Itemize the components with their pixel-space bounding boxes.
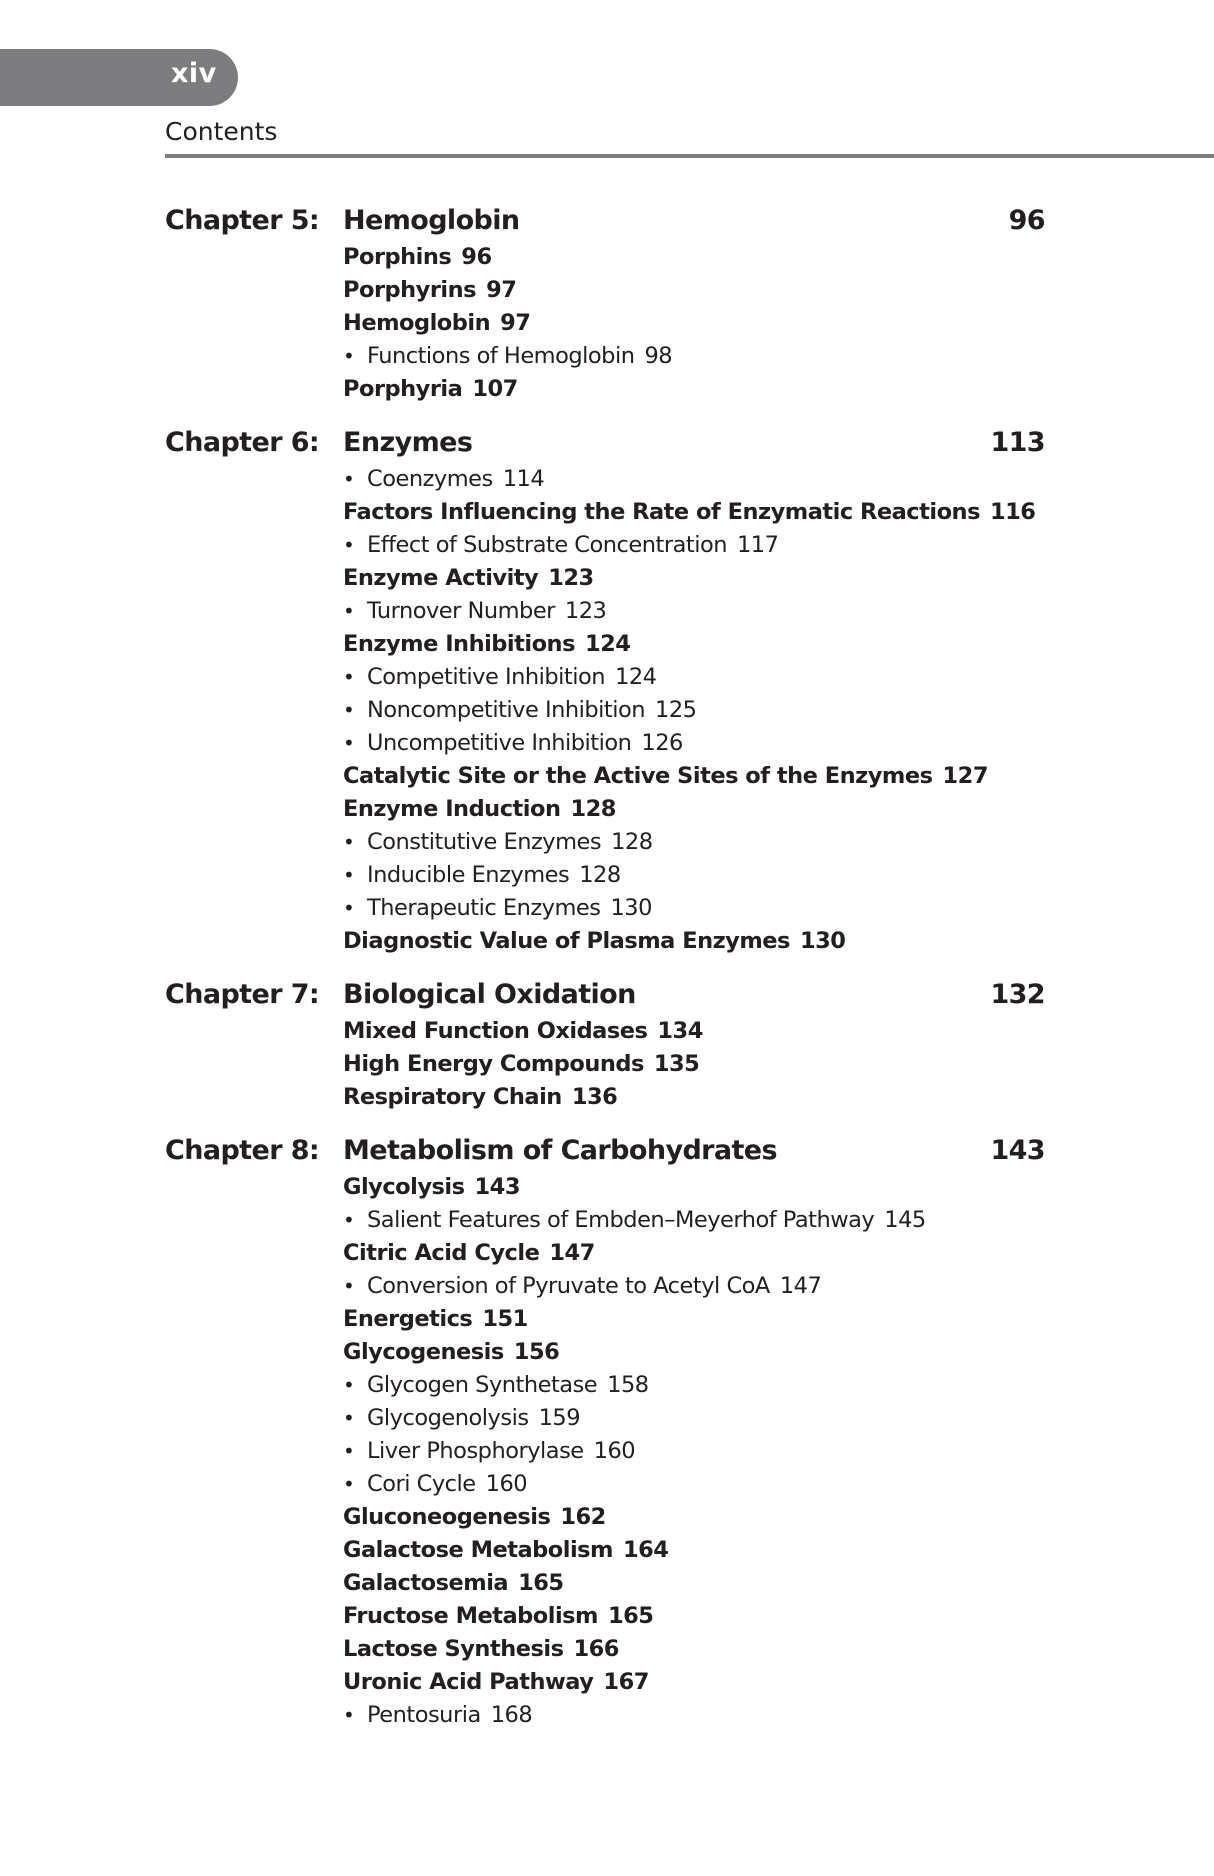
header-rule <box>165 154 1214 158</box>
entry-page-number: 165 <box>608 1603 654 1629</box>
entry-page-number: 127 <box>942 763 988 789</box>
toc-chapter <box>165 974 1045 1114</box>
table-of-contents <box>165 200 1045 1748</box>
entry-page-number: 130 <box>610 895 652 921</box>
toc-chapter <box>165 200 1045 406</box>
toc-section-entry[interactable] <box>343 1534 1045 1567</box>
chapter-entries <box>343 463 1045 958</box>
entry-title: Fructose Metabolism <box>343 1603 598 1629</box>
chapter-entries <box>343 1171 1045 1732</box>
toc-subentry[interactable] <box>343 529 1045 562</box>
entry-page-number: 126 <box>641 730 683 756</box>
entry-title: Gluconeogenesis <box>343 1504 551 1530</box>
entry-title: Inducible Enzymes <box>367 862 570 888</box>
chapter-entries <box>343 1015 1045 1114</box>
entry-title: Liver Phosphorylase <box>367 1438 584 1464</box>
toc-subentry[interactable] <box>343 1435 1045 1468</box>
bullet-icon: • <box>343 731 355 755</box>
entry-title: Cori Cycle <box>367 1471 476 1497</box>
entry-title: Pentosuria <box>367 1702 481 1728</box>
bullet-icon: • <box>343 698 355 722</box>
toc-chapter <box>165 422 1045 958</box>
toc-section-entry[interactable] <box>343 793 1045 826</box>
entry-title: Lactose Synthesis <box>343 1636 564 1662</box>
chapter-heading[interactable] <box>165 422 1045 463</box>
entry-title: Glycogen Synthetase <box>367 1372 598 1398</box>
entry-page-number: 128 <box>579 862 621 888</box>
entry-page-number: 160 <box>593 1438 636 1464</box>
entry-title: Porphyria <box>343 376 463 402</box>
entry-page-number: 164 <box>623 1537 669 1563</box>
bullet-icon: • <box>343 1208 355 1232</box>
entry-title: Galactosemia <box>343 1570 509 1596</box>
toc-section-entry[interactable] <box>343 760 1045 793</box>
toc-subentry[interactable] <box>343 1402 1045 1435</box>
toc-chapter <box>165 1130 1045 1732</box>
toc-section-entry[interactable] <box>343 1303 1045 1336</box>
bullet-icon: • <box>343 1373 355 1397</box>
chapter-title: Biological Oxidation <box>343 979 636 1010</box>
toc-subentry[interactable] <box>343 1204 1045 1237</box>
entry-title: Constitutive Enzymes <box>367 829 602 855</box>
entry-page-number: 107 <box>472 376 518 402</box>
entry-title: Uncompetitive Inhibition <box>367 730 632 756</box>
toc-section-entry[interactable] <box>343 1171 1045 1204</box>
entry-title: Citric Acid Cycle <box>343 1240 540 1266</box>
entry-page-number: 162 <box>560 1504 606 1530</box>
entry-title: Porphins <box>343 244 452 270</box>
entry-title: Conversion of Pyruvate to Acetyl CoA <box>367 1273 770 1299</box>
entry-page-number: 151 <box>482 1306 528 1332</box>
entry-page-number: 134 <box>657 1018 703 1044</box>
entry-page-number: 97 <box>500 310 531 336</box>
toc-subentry[interactable] <box>343 694 1045 727</box>
entry-page-number: 124 <box>584 631 631 657</box>
entry-page-number: 117 <box>736 532 779 558</box>
entry-page-number: 147 <box>549 1240 595 1266</box>
entry-title: Noncompetitive Inhibition <box>367 697 646 723</box>
entry-page-number: 98 <box>644 343 673 369</box>
entry-title: Enzyme Activity <box>343 565 539 591</box>
entry-page-number: 116 <box>989 499 1036 525</box>
toc-section-entry[interactable] <box>343 373 1045 406</box>
chapter-page-number: 113 <box>990 427 1045 458</box>
entry-page-number: 145 <box>884 1207 926 1233</box>
entry-title: Diagnostic Value of Plasma Enzymes <box>343 928 790 954</box>
chapter-title: Hemoglobin <box>343 205 520 236</box>
entry-page-number: 96 <box>461 244 492 270</box>
chapter-page-number: 132 <box>990 979 1045 1010</box>
chapter-page-number: 143 <box>990 1135 1045 1166</box>
entry-title: Hemoglobin <box>343 310 491 336</box>
bullet-icon: • <box>343 896 355 920</box>
entry-page-number: 135 <box>653 1051 700 1077</box>
chapter-title: Enzymes <box>343 427 473 458</box>
toc-section-entry[interactable] <box>343 1567 1045 1600</box>
chapter-page-number: 96 <box>1008 205 1045 236</box>
chapter-entries <box>343 241 1045 406</box>
bullet-icon: • <box>343 1274 355 1298</box>
bullet-icon: • <box>343 533 355 557</box>
entry-title: Competitive Inhibition <box>367 664 606 690</box>
bullet-icon: • <box>343 599 355 623</box>
entry-title: Uronic Acid Pathway <box>343 1669 594 1695</box>
entry-page-number: 130 <box>799 928 846 954</box>
entry-title: Glycogenesis <box>343 1339 504 1365</box>
entry-page-number: 114 <box>502 466 545 492</box>
entry-page-number: 128 <box>570 796 616 822</box>
toc-subentry[interactable] <box>343 727 1045 760</box>
page-number-badge <box>0 49 238 106</box>
entry-title: High Energy Compounds <box>343 1051 644 1077</box>
toc-subentry[interactable] <box>343 859 1045 892</box>
running-head: Contents <box>165 117 278 146</box>
toc-section-entry[interactable] <box>343 925 1045 958</box>
entry-page-number: 158 <box>607 1372 649 1398</box>
toc-section-entry[interactable] <box>343 496 1045 529</box>
toc-section-entry[interactable] <box>343 241 1045 274</box>
entry-page-number: 168 <box>490 1702 533 1728</box>
bullet-icon: • <box>343 344 355 368</box>
chapter-heading[interactable] <box>165 200 1045 241</box>
chapter-heading[interactable] <box>165 1130 1045 1171</box>
toc-subentry[interactable] <box>343 892 1045 925</box>
toc-subentry[interactable] <box>343 463 1045 496</box>
toc-section-entry[interactable] <box>343 1081 1045 1114</box>
toc-section-entry[interactable] <box>343 1336 1045 1369</box>
toc-subentry[interactable] <box>343 1468 1045 1501</box>
entry-title: Galactose Metabolism <box>343 1537 613 1563</box>
entry-title: Functions of Hemoglobin <box>367 343 635 369</box>
toc-section-entry[interactable] <box>343 1633 1045 1666</box>
entry-title: Glycogenolysis <box>367 1405 529 1431</box>
bullet-icon: • <box>343 1406 355 1430</box>
entry-title: Turnover Number <box>367 598 555 624</box>
entry-page-number: 125 <box>655 697 697 723</box>
entry-title: Factors Influencing the Rate of Enzymatic Reactions <box>343 499 980 525</box>
toc-section-entry[interactable] <box>343 1501 1045 1534</box>
entry-title: Glycolysis <box>343 1174 465 1200</box>
entry-page-number: 166 <box>573 1636 619 1662</box>
entry-title: Coenzymes <box>367 466 493 492</box>
chapter-label: Chapter 6: <box>165 427 320 458</box>
bullet-icon: • <box>343 467 355 491</box>
bullet-icon: • <box>343 830 355 854</box>
entry-title: Effect of Substrate Concentration <box>367 532 727 558</box>
chapter-title: Metabolism of Carbohydrates <box>343 1135 777 1166</box>
entry-page-number: 156 <box>513 1339 560 1365</box>
toc-subentry[interactable] <box>343 595 1045 628</box>
chapter-label: Chapter 7: <box>165 979 320 1010</box>
toc-subentry[interactable] <box>343 826 1045 859</box>
toc-section-entry[interactable] <box>343 562 1045 595</box>
toc-subentry[interactable] <box>343 1699 1045 1732</box>
toc-section-entry[interactable] <box>343 1237 1045 1270</box>
entry-page-number: 123 <box>548 565 594 591</box>
bullet-icon: • <box>343 1472 355 1496</box>
entry-title: Energetics <box>343 1306 473 1332</box>
toc-subentry[interactable] <box>343 1270 1045 1303</box>
entry-page-number: 167 <box>603 1669 649 1695</box>
entry-page-number: 97 <box>486 277 517 303</box>
entry-page-number: 147 <box>779 1273 822 1299</box>
entry-page-number: 160 <box>485 1471 528 1497</box>
page-number: xiv <box>171 58 217 89</box>
bullet-icon: • <box>343 665 355 689</box>
entry-title: Enzyme Inhibitions <box>343 631 575 657</box>
entry-page-number: 159 <box>538 1405 581 1431</box>
entry-title: Enzyme Induction <box>343 796 561 822</box>
toc-section-entry[interactable] <box>343 274 1045 307</box>
entry-page-number: 143 <box>474 1174 520 1200</box>
toc-section-entry[interactable] <box>343 307 1045 340</box>
chapter-label: Chapter 5: <box>165 205 320 236</box>
toc-section-entry[interactable] <box>343 1600 1045 1633</box>
entry-page-number: 124 <box>615 664 657 690</box>
entry-title: Therapeutic Enzymes <box>367 895 601 921</box>
entry-title: Mixed Function Oxidases <box>343 1018 648 1044</box>
chapter-heading[interactable] <box>165 974 1045 1015</box>
entry-title: Porphyrins <box>343 277 477 303</box>
toc-section-entry[interactable] <box>343 1666 1045 1699</box>
entry-title: Catalytic Site or the Active Sites of the Enzymes <box>343 763 933 789</box>
bullet-icon: • <box>343 1439 355 1463</box>
toc-subentry[interactable] <box>343 340 1045 373</box>
entry-page-number: 136 <box>571 1084 618 1110</box>
toc-section-entry[interactable] <box>343 1048 1045 1081</box>
toc-section-entry[interactable] <box>343 628 1045 661</box>
toc-subentry[interactable] <box>343 1369 1045 1402</box>
entry-page-number: 123 <box>564 598 607 624</box>
bullet-icon: • <box>343 1703 355 1727</box>
entry-title: Respiratory Chain <box>343 1084 562 1110</box>
entry-title: Salient Features of Embden–Meyerhof Pathway <box>367 1207 875 1233</box>
toc-section-entry[interactable] <box>343 1015 1045 1048</box>
entry-page-number: 165 <box>518 1570 564 1596</box>
bullet-icon: • <box>343 863 355 887</box>
entry-page-number: 128 <box>611 829 653 855</box>
toc-subentry[interactable] <box>343 661 1045 694</box>
chapter-label: Chapter 8: <box>165 1135 320 1166</box>
